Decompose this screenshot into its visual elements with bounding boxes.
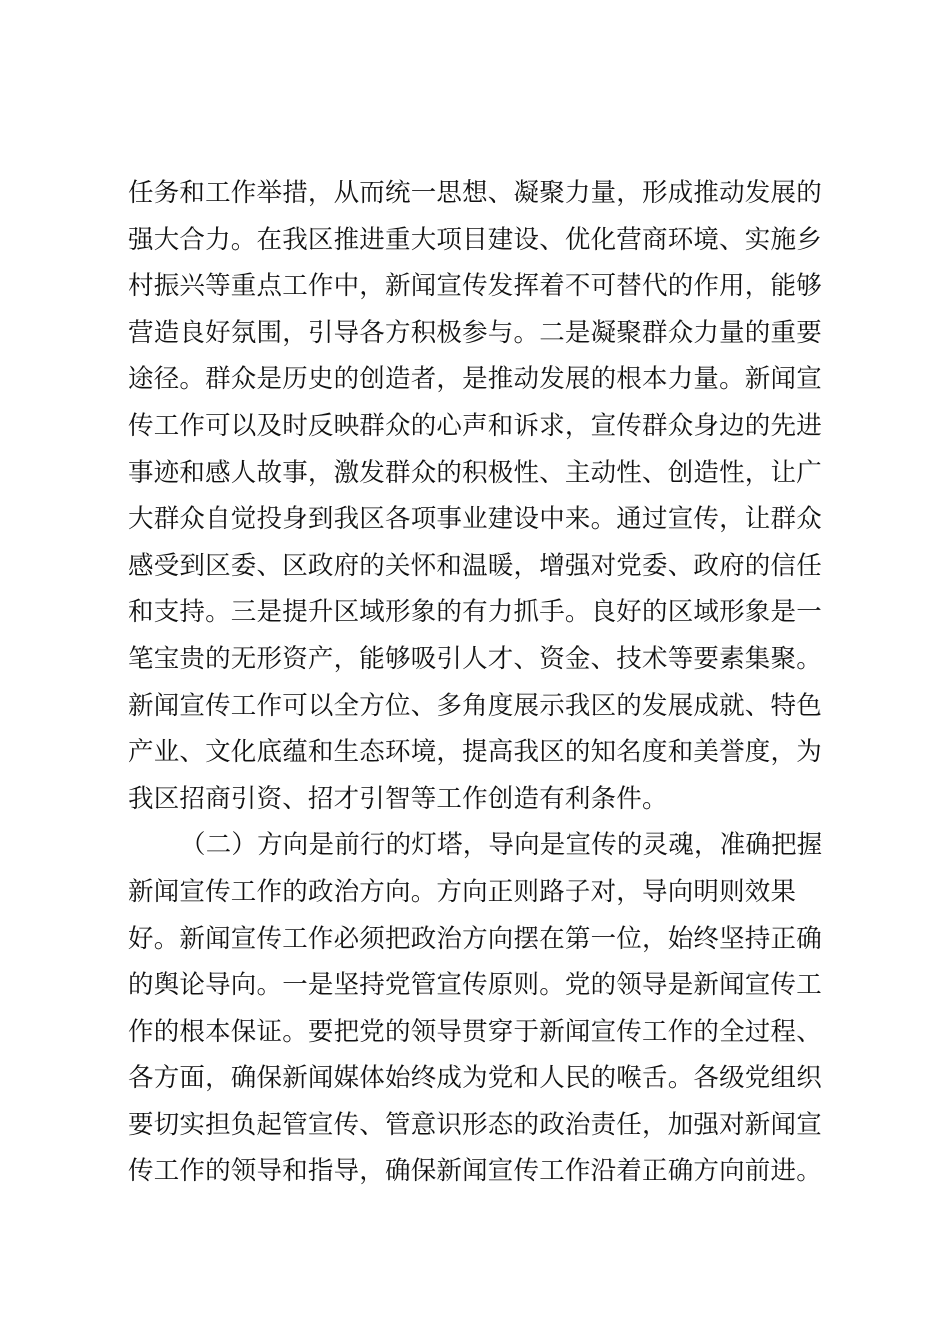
text-line: 事迹和感人故事，激发群众的积极性、主动性、创造性，让广 — [128, 457, 822, 488]
text-line: 和支持。三是提升区域形象的有力抓手。良好的区域形象是一 — [128, 597, 822, 628]
text-line: 感受到区委、区政府的关怀和温暖，增强对党委、政府的信任 — [128, 550, 822, 581]
text-line: 各方面，确保新闻媒体始终成为党和人民的喉舌。各级党组织 — [128, 1063, 822, 1094]
text-line: 强大合力。在我区推进重大项目建设、优化营商环境、实施乡 — [128, 224, 822, 255]
text-line: 笔宝贵的无形资产，能够吸引人才、资金、技术等要素集聚。 — [128, 643, 822, 674]
text-line: （二）方向是前行的灯塔，导向是宣传的灵魂，准确把握 — [180, 830, 823, 861]
text-line: 新闻宣传工作可以全方位、多角度展示我区的发展成就、特色 — [128, 690, 822, 721]
text-line: 传工作可以及时反映群众的心声和诉求，宣传群众身边的先进 — [128, 410, 822, 441]
text-line: 作的根本保证。要把党的领导贯穿于新闻宣传工作的全过程、 — [128, 1016, 822, 1047]
text-line: 新闻宣传工作的政治方向。方向正则路子对，导向明则效果 — [128, 876, 797, 907]
text-line: 传工作的领导和指导，确保新闻宣传工作沿着正确方向前进。 — [128, 1156, 822, 1187]
text-line: 途径。群众是历史的创造者，是推动发展的根本力量。新闻宣 — [128, 364, 822, 395]
text-line: 任务和工作举措，从而统一思想、凝聚力量，形成推动发展的 — [128, 178, 822, 208]
text-line: 营造良好氛围，引导各方积极参与。二是凝聚群众力量的重要 — [128, 317, 822, 348]
text-line: 好。新闻宣传工作必须把政治方向摆在第一位，始终坚持正确 — [128, 923, 822, 954]
body-text — [128, 170, 828, 1195]
text-line: 我区招商引资、招才引智等工作创造有利条件。 — [128, 783, 668, 814]
text-line: 要切实担负起管宣传、管意识形态的政治责任，加强对新闻宣 — [128, 1109, 822, 1140]
text-line: 村振兴等重点工作中，新闻宣传发挥着不可替代的作用，能够 — [128, 271, 822, 302]
paragraph — [128, 170, 828, 822]
paragraph — [128, 822, 828, 1195]
text-line: 的舆论导向。一是坚持党管宣传原则。党的领导是新闻宣传工 — [128, 970, 822, 1001]
text-line: 产业、文化底蕴和生态环境，提高我区的知名度和美誉度，为 — [128, 737, 822, 768]
text-line: 大群众自觉投身到我区各项事业建设中来。通过宣传，让群众 — [128, 504, 822, 535]
